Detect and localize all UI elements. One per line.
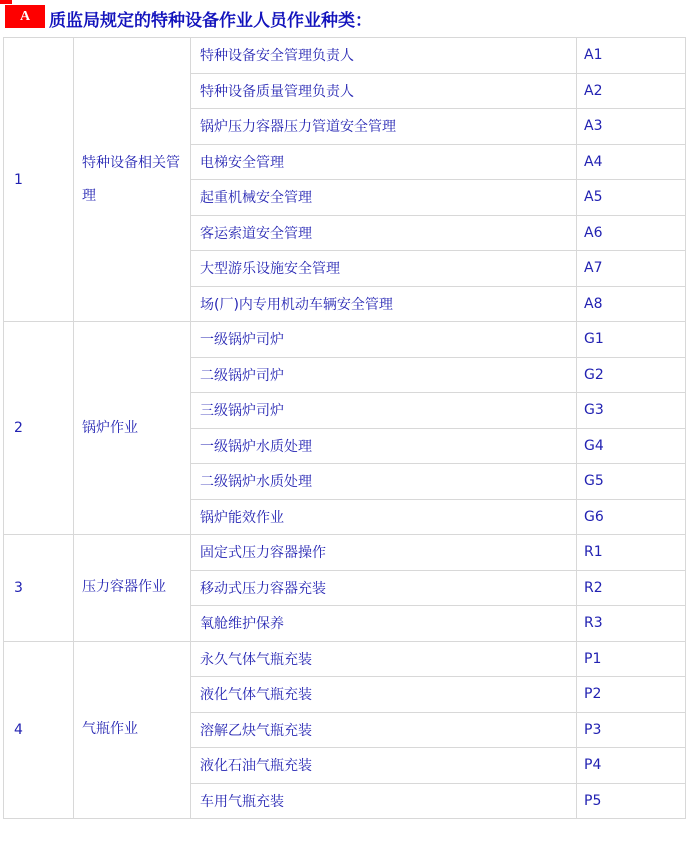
item-name-cell: 锅炉压力容器压力管道安全管理 [191,109,577,145]
item-name-cell: 溶解乙炔气瓶充装 [191,712,577,748]
group-number-cell: 3 [4,535,74,642]
item-name-cell: 氧舱维护保养 [191,606,577,642]
item-name-cell: 二级锅炉水质处理 [191,464,577,500]
item-code-cell: G1 [577,322,686,358]
item-name-cell: 固定式压力容器操作 [191,535,577,571]
item-name-cell: 液化石油气瓶充装 [191,748,577,784]
item-code-cell: P2 [577,677,686,713]
item-name-cell: 起重机械安全管理 [191,180,577,216]
item-code-cell: A6 [577,215,686,251]
table-row [4,38,686,74]
item-code-cell: P1 [577,641,686,677]
item-code-cell: A8 [577,286,686,322]
item-code-cell: R3 [577,606,686,642]
item-name-cell: 大型游乐设施安全管理 [191,251,577,287]
item-name-cell: 电梯安全管理 [191,144,577,180]
item-code-cell: A3 [577,109,686,145]
table-row [4,641,686,677]
item-code-cell: G5 [577,464,686,500]
item-code-cell: G6 [577,499,686,535]
item-code-cell: R2 [577,570,686,606]
item-name-cell: 液化气体气瓶充装 [191,677,577,713]
categories-table-body [4,38,686,819]
section-heading [0,0,689,37]
item-code-cell: P5 [577,783,686,819]
item-name-cell: 场(厂)内专用机动车辆安全管理 [191,286,577,322]
group-category-cell: 压力容器作业 [74,535,191,642]
item-code-cell: P4 [577,748,686,784]
item-name-cell: 移动式压力容器充装 [191,570,577,606]
section-badge-letter: A [19,9,31,24]
item-name-cell: 三级锅炉司炉 [191,393,577,429]
item-code-cell: G3 [577,393,686,429]
group-number-cell: 1 [4,38,74,322]
item-code-cell: A7 [577,251,686,287]
item-name-cell: 客运索道安全管理 [191,215,577,251]
group-number-cell: 4 [4,641,74,819]
table-row [4,322,686,358]
item-name-cell: 永久气体气瓶充装 [191,641,577,677]
corner-red-fragment [0,0,12,4]
item-code-cell: G2 [577,357,686,393]
item-name-cell: 特种设备安全管理负责人 [191,38,577,74]
item-code-cell: A2 [577,73,686,109]
group-category-cell: 锅炉作业 [74,322,191,535]
item-code-cell: A1 [577,38,686,74]
group-category-cell: 气瓶作业 [74,641,191,819]
item-code-cell: A5 [577,180,686,216]
categories-table [3,37,686,819]
section-badge [5,5,45,28]
page-title: 质监局规定的特种设备作业人员作业种类： [49,11,372,31]
item-name-cell: 二级锅炉司炉 [191,357,577,393]
item-code-cell: A4 [577,144,686,180]
item-name-cell: 特种设备质量管理负责人 [191,73,577,109]
item-name-cell: 锅炉能效作业 [191,499,577,535]
group-category-cell: 特种设备相关管理 [74,38,191,322]
item-code-cell: R1 [577,535,686,571]
item-name-cell: 一级锅炉司炉 [191,322,577,358]
table-row [4,535,686,571]
item-name-cell: 车用气瓶充装 [191,783,577,819]
item-name-cell: 一级锅炉水质处理 [191,428,577,464]
group-number-cell: 2 [4,322,74,535]
item-code-cell: G4 [577,428,686,464]
item-code-cell: P3 [577,712,686,748]
